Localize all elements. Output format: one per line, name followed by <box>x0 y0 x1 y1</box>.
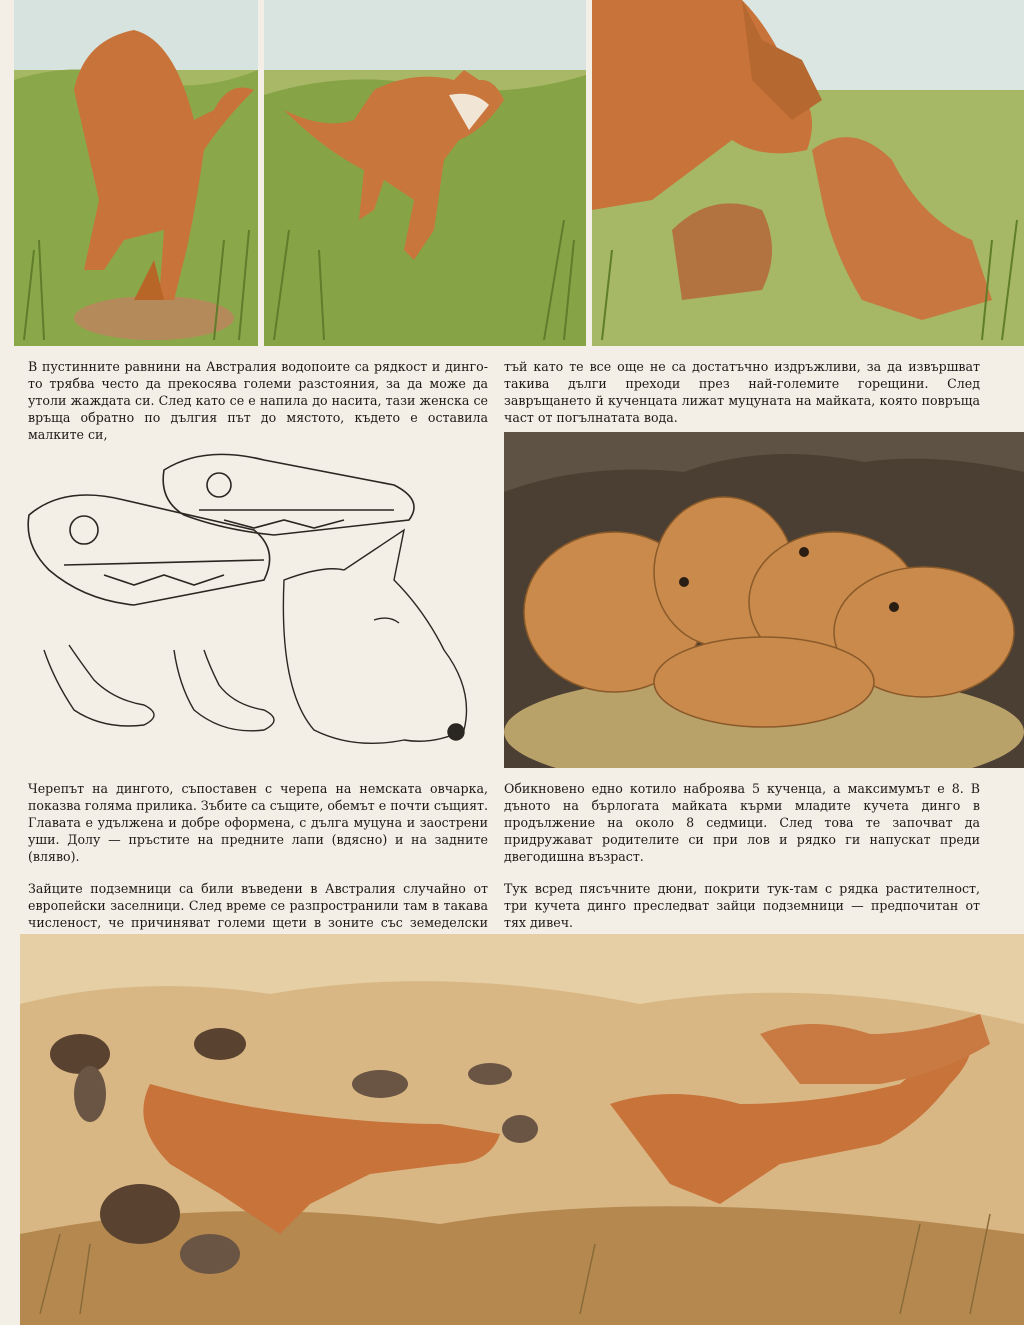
caption-pups-licking: тъй като те все още не са достатъчно издръжливи, за да извършват такива дълги преходи през най-големите горещини. След завръщането й кученцата лижат муцуната на майката, която повръща част от погълнатата вода. <box>504 359 980 425</box>
illustration-skull-comparison <box>24 440 484 770</box>
caption-watering-hole: В пустинните равнини на Австралия водопоите са рядкост и динго-то трябва често да прекосява големи разстояния, за да може да утоли жаждата си. След като се е напила до насита, тази женска се връща обратно по дългия път до мястото, където е оставила малките си, <box>28 359 488 442</box>
illustration-dingo-with-pups <box>592 0 1024 346</box>
illustration-dingo-drinking <box>14 0 258 346</box>
caption-skull: Черепът на дингото, съпоставен с черепа на немската овчарка, показва голяма прилика. Зъбите са същите, обемът е почти същият. Главата е удължена и добре оформена, с дълга муцуна и заострени уши. Долу — пръстите на предните лапи (вдясно) и на задните (вляво). <box>28 781 488 864</box>
illustration-puppies-in-den <box>504 432 1024 768</box>
illustration-dingo-returning <box>264 0 586 346</box>
caption-dunes: Тук всред пясъчните дюни, покрити тук-там с рядка растителност, три кучета динго преследват зайци подземници — предпочитан от тях дивеч. <box>504 881 980 930</box>
illustration-dingoes-hunting-rabbits <box>20 934 1024 1325</box>
caption-litter: Обикновено едно котило наброява 5 кученца, а максимумът е 8. В дъното на бърлогата майката кърми младите кучета динго в продължение на около 8 седмици. След това те започват да придружават родителите си при лов и рядко ги напускат преди двегодишна възраст. <box>504 781 980 864</box>
caption-rabbits: Зайците подземници са били въведени в Австралия случайно от европейски заселници. След време се разпространили там в такава численост, че причиняват големи щети в зоните със земеделски <box>28 881 488 930</box>
